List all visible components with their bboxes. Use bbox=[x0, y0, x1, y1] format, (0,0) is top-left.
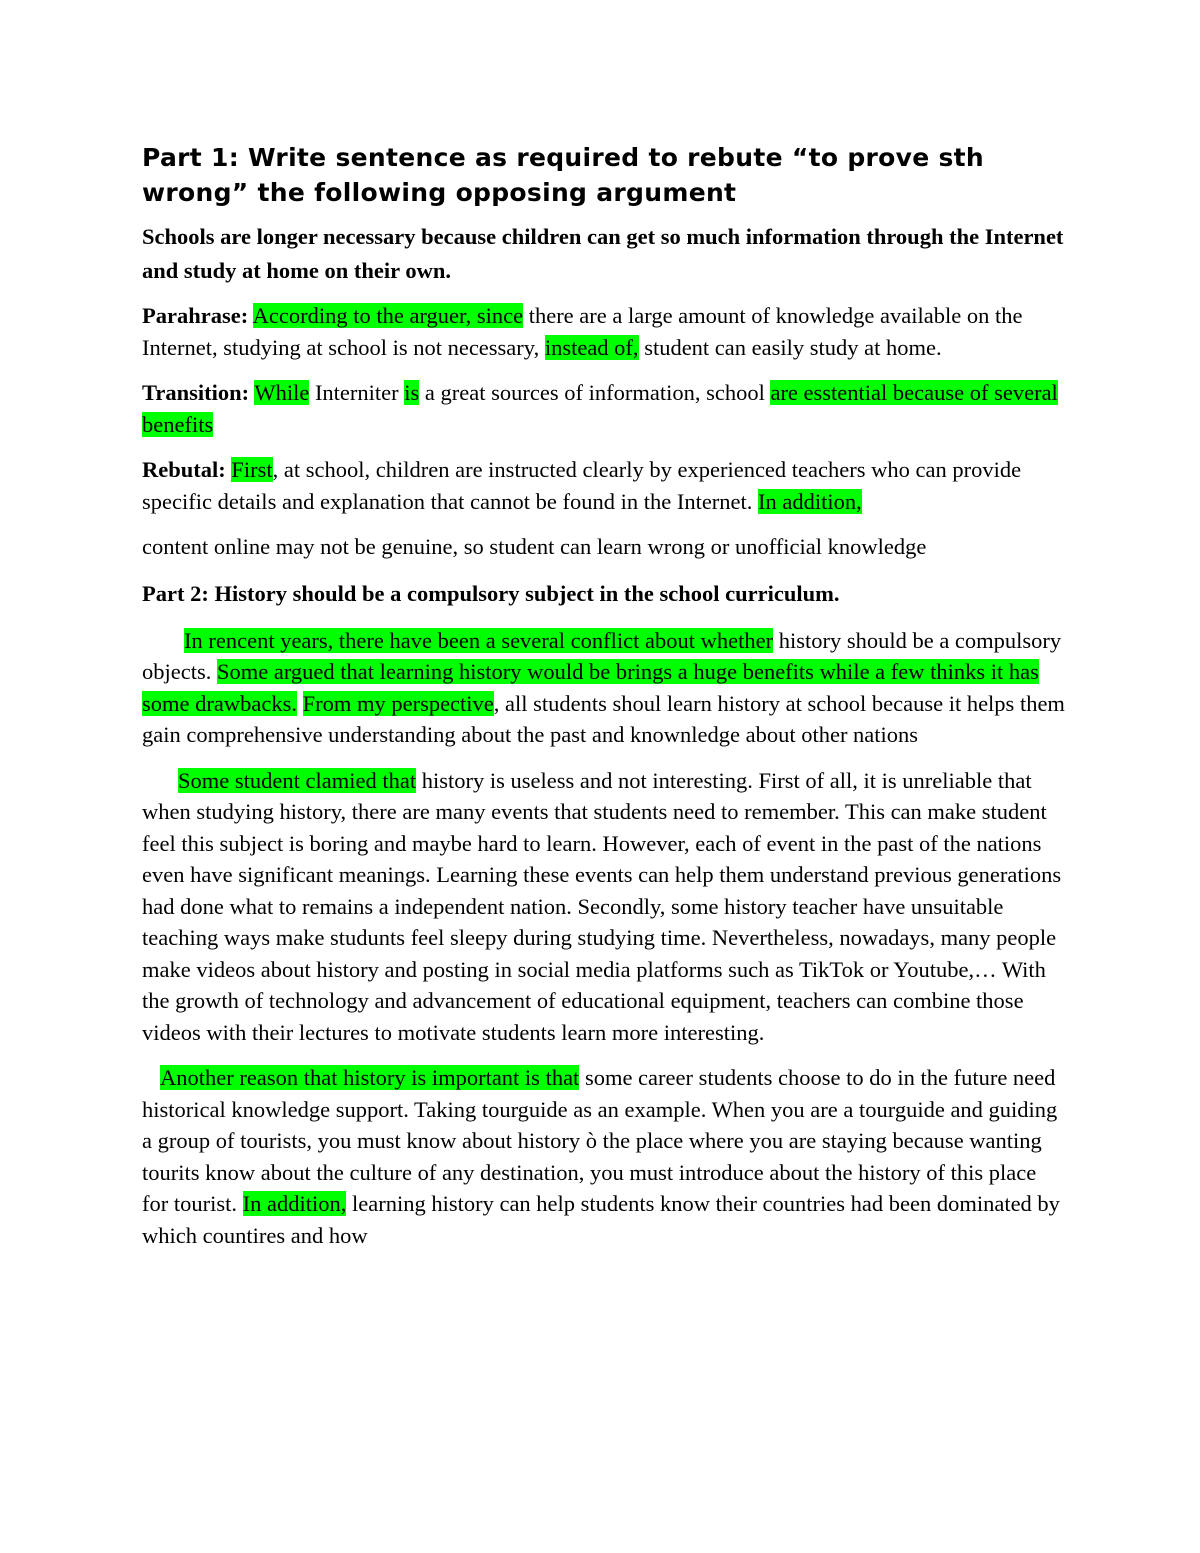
highlighted-phrase: While bbox=[254, 380, 310, 405]
highlighted-phrase: In addition, bbox=[242, 1191, 347, 1216]
highlighted-phrase: From my perspective bbox=[302, 690, 494, 716]
paragraph-text: history should be a compulsory objects. bbox=[142, 627, 1062, 684]
highlighted-phrase: instead of, bbox=[544, 334, 639, 360]
highlighted-phrase: According to the arguer, since bbox=[252, 303, 524, 328]
highlighted-phrase: are esstential because of several benefits bbox=[142, 380, 1058, 437]
paragraph-text: , all students shoul learn history at school because it helps them gain comprehensive understanding about the past and knownledge about other nations bbox=[142, 690, 1065, 747]
opposing-argument: Schools are longer necessary because children can get so much information through the Internet and study at home on their own. bbox=[142, 224, 1064, 283]
paragraph-text bbox=[297, 691, 303, 716]
paragraph-text: learning history can help students know their countries had been dominated by which countires and how bbox=[142, 1191, 1060, 1248]
essay-paragraph-3 bbox=[142, 1062, 1067, 1251]
paragraph-text: student can easily study at home. bbox=[638, 334, 942, 360]
paragraph-text: some career students choose to do in the future need historical knowledge support. Taking tourguide as an example. When you are a tourguide and guiding a group of tourists, you must know about history ò the place where you are staying because wanting tourits know about the culture of any destination, you must introduce about the history of this place for tourist. bbox=[142, 1065, 1058, 1216]
highlighted-phrase: In addition, bbox=[758, 488, 862, 514]
highlighted-phrase: is bbox=[404, 380, 420, 405]
transition-paragraph bbox=[142, 377, 1067, 440]
paragraph-text: history is useless and not interesting. First of all, it is unreliable that when studying history, there are many events that students need to remember. This can make student feel this subject is boring and maybe hard to learn. However, each of event in the past of the nations even have significant meanings. Learning these events can help them understand previous generations had done what to remains a independent nation. Secondly, some history teacher have unsuitable teaching ways make studunts feel sleepy during studying time. Nevertheless, nowadays, many people make videos about history and posting in social media platforms such as TikTok or Youtube,… With the growth of technology and advancement of educational equipment, teachers can combine those videos with their lectures to motivate students learn more interesting. bbox=[142, 767, 1062, 1045]
essay-paragraph-2 bbox=[142, 765, 1067, 1049]
paragraph-text: a great sources of information, school bbox=[419, 380, 771, 405]
document-body bbox=[142, 140, 1067, 1265]
paragraph-text: , at school, children are instructed clearly by experienced teachers who can provide specific details and explanation that cannot be found in the Internet. bbox=[142, 457, 1022, 514]
highlighted-phrase: Some student clamied that bbox=[178, 767, 417, 793]
rebutal-continuation: content online may not be genuine, so student can learn wrong or unofficial knowledge bbox=[142, 534, 927, 559]
paragraph-text: there are a large amount of knowledge available on the Internet, studying at school is not necessary, bbox=[142, 303, 1023, 360]
highlighted-phrase: Another reason that history is important is that bbox=[160, 1065, 580, 1090]
highlighted-phrase: First bbox=[231, 457, 273, 482]
part2-heading: Part 2: History should be a compulsory subject in the school curriculum. bbox=[142, 580, 840, 606]
essay-paragraph-1 bbox=[142, 625, 1067, 751]
highlighted-phrase: Some argued that learning history would be brings a huge benefits while a few thinks it has some drawbacks. bbox=[142, 659, 1039, 716]
rebutal-paragraph bbox=[142, 454, 1067, 517]
paraphrase-paragraph bbox=[142, 300, 1067, 363]
rebutal-label: Rebutal: bbox=[142, 457, 226, 482]
transition-label: Transition: bbox=[142, 380, 250, 405]
part1-heading: Part 1: Write sentence as required to rebute “to prove sth wrong” the following opposing argument bbox=[142, 143, 985, 207]
paragraph-text: Interniter bbox=[309, 380, 405, 405]
paraphrase-label: Parahrase: bbox=[142, 303, 249, 328]
highlighted-phrase: In rencent years, there have been a several conflict about whether bbox=[184, 627, 774, 653]
